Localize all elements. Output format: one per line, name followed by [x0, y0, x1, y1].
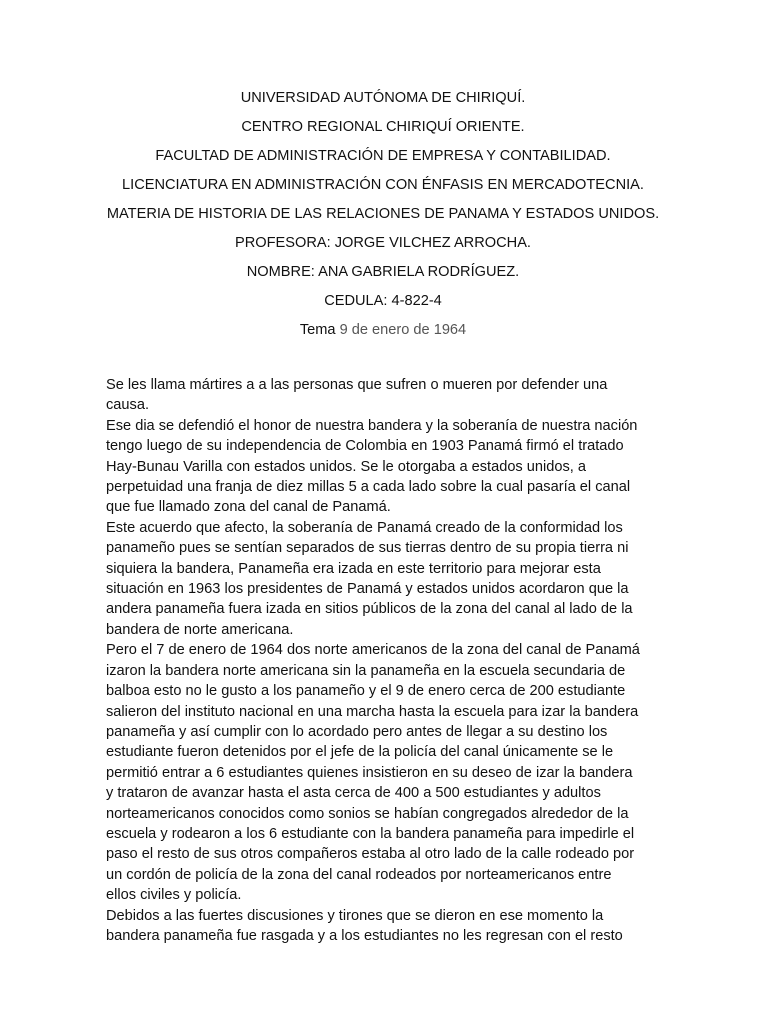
degree-program: LICENCIATURA EN ADMINISTRACIÓN CON ÉNFASIS EN MERCADOTECNIA.: [122, 177, 644, 193]
body-paragraph-events: Pero el 7 de enero de 1964 dos norte americanos de la zona del canal de Panamá izaron la bandera norte americana sin la panameña en la escuela secundaria de balboa esto no le gusto a los panameño y el 9 de enero cerca de 200 estudiante salieron del instituto nacional en una marcha hasta la escuela para izar la bandera panameña y así cumplir con lo acordado pero antes de llegar a su destino los estudiante fueron detenidos por el jefe de la policía del canal únicamente se le permitió entrar a 6 estudiantes quienes insistieron en su deseo de izar la bandera y trataron de avanzar hasta el asta cerca de 400 a 500 estudiantes y adultos norteamericanos conocidos como sonios se habían congregados alrededor de la escuela y rodearon a los 6 estudiante con la bandera panameña para impedirle el paso el resto de sus otros compañeros estaba al otro lado de la calle rodeado por un cordón de policía de la zona del canal rodeados por norteamericanos entre ellos civiles y policía.: [106, 642, 640, 904]
topic-label: Tema: [299, 322, 336, 338]
body-paragraph-treaty: Ese dia se defendió el honor de nuestra bandera y la soberanía de nuestra nación tengo luego de su independencia de Colombia en 1903 Panamá firmó el tratado Hay-Bunau Varilla con estados unidos. Se le otorgaba a estados unidos, a perpetuidad una franja de diez millas 5 a cada lado sobre la cual pasaría el canal que fue llamado zona del canal de Panamá.: [106, 417, 638, 516]
professor-name: PROFESORA: JORGE VILCHEZ ARROCHA.: [235, 235, 531, 251]
topic-line: [100, 321, 666, 340]
document-body: [106, 375, 666, 946]
course-name: MATERIA DE HISTORIA DE LAS RELACIONES DE PANAMA Y ESTADOS UNIDOS.: [106, 206, 660, 222]
student-name: NOMBRE: ANA GABRIELA RODRÍGUEZ.: [246, 264, 520, 280]
university-name: UNIVERSIDAD AUTÓNOMA DE CHIRIQUÍ.: [240, 90, 526, 106]
document-header: [100, 89, 666, 340]
body-paragraph-martyrs: Se les llama mártires a a las personas que sufren o mueren por defender una causa.: [106, 377, 608, 414]
student-id: CEDULA: 4-822-4: [324, 293, 442, 309]
regional-center: CENTRO REGIONAL CHIRIQUÍ ORIENTE.: [241, 119, 525, 135]
body-paragraph-agreement: Este acuerdo que afecto, la soberanía de Panamá creado de la conformidad los panameño pues se sentían separados de sus tierras dentro de su propia tierra ni siquiera la bandera, Panameña era izada en este territorio para mejorar esta situación en 1963 los presidentes de Panamá y estados unidos acordaron que la andera panameña fuera izada en sitios públicos de la zona del canal al lado de la bandera de norte americana.: [106, 519, 633, 638]
body-paragraph-flag-torn: Debidos a las fuertes discusiones y tirones que se dieron en ese momento la bandera panameña fue rasgada y a los estudiantes no les regresan con el resto: [106, 907, 623, 944]
faculty-name: FACULTAD DE ADMINISTRACIÓN DE EMPRESA Y CONTABILIDAD.: [155, 148, 611, 164]
topic-value: 9 de enero de 1964: [339, 322, 467, 338]
